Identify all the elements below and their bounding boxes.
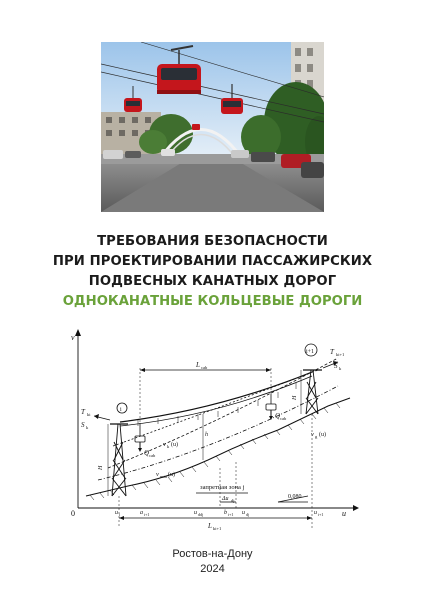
- svg-text:i+1: i+1: [228, 512, 234, 517]
- year: 2024: [200, 563, 225, 575]
- svg-text:dj: dj: [231, 498, 235, 503]
- b-i1-label: b: [224, 510, 227, 516]
- ropeway-profile-diagram: [68, 328, 360, 536]
- profile-diagram-svg: [68, 328, 360, 536]
- v-axis-label: v: [71, 333, 75, 342]
- svg-text:(u): (u): [319, 432, 326, 438]
- cover-title: [40, 232, 385, 312]
- title-line-1: ТРЕБОВАНИЯ БЕЗОПАСНОСТИ: [97, 234, 328, 249]
- svg-text:cab: cab: [201, 365, 208, 370]
- svg-text:(u): (u): [171, 442, 178, 448]
- rope-ticks: [138, 383, 296, 426]
- Q-cab-label: Q: [144, 449, 150, 457]
- cover-subtitle: ОДНОКАНАТНЫЕ КОЛЬЦЕВЫЕ ДОРОГИ: [62, 294, 363, 309]
- limit-curve-lower: [98, 386, 338, 480]
- svg-text:dj: dj: [246, 512, 250, 517]
- tower-i-marker: [117, 403, 127, 413]
- v-min-label: v: [156, 471, 159, 478]
- title-line-2: ПРИ ПРОЕКТИРОВАНИИ ПАССАЖИРСКИХ: [52, 254, 373, 269]
- a-i1-label: a: [140, 510, 143, 516]
- origin-label: 0: [71, 509, 75, 518]
- svg-text:ki: ki: [87, 412, 91, 417]
- tower-i-label: i: [120, 407, 122, 413]
- L-cab-label: L: [196, 361, 200, 369]
- tower-i1: [303, 370, 322, 414]
- svg-text:i+1: i+1: [318, 512, 324, 517]
- svg-text:ki+1: ki+1: [213, 526, 222, 531]
- svg-text:k: k: [339, 366, 342, 371]
- svg-text:k: k: [86, 425, 89, 430]
- svg-text:cab: cab: [280, 416, 287, 421]
- v-g-label: v: [311, 431, 314, 438]
- S-k2-label: S: [334, 362, 338, 370]
- T-ki1-label: T: [330, 348, 334, 356]
- L-ki1-label: L: [208, 522, 212, 530]
- zone-label: запретная зона j: [200, 484, 245, 491]
- svg-text:i: i: [119, 512, 121, 517]
- delta-u-label: Δu: [222, 496, 229, 502]
- H-ci-label: H: [98, 465, 104, 470]
- tower-i1-label: i+1: [306, 349, 315, 355]
- svg-text:k: k: [167, 444, 170, 449]
- cover-photo: [101, 42, 324, 212]
- tower-i: [110, 424, 128, 496]
- svg-text:ki+1: ki+1: [336, 352, 345, 357]
- svg-text:min: min: [160, 474, 168, 479]
- svg-text:g: g: [315, 434, 318, 439]
- city: Ростов-на-Дону: [172, 548, 253, 560]
- svg-text:cab: cab: [149, 453, 156, 458]
- svg-text:i+1: i+1: [144, 512, 150, 517]
- svg-text:ddj: ddj: [198, 512, 204, 517]
- S-k-label: S: [81, 421, 85, 429]
- svg-text:(u): (u): [168, 472, 175, 478]
- cable-car-photo-illustration: [101, 42, 324, 212]
- v-k-label: v: [163, 441, 166, 448]
- u-ddj-label: u: [194, 510, 197, 516]
- Q-cab2-label: Q: [275, 412, 281, 420]
- u-i-label: u: [115, 510, 118, 516]
- u-i1-label: u: [314, 510, 317, 516]
- limit-curve-upper: [108, 358, 338, 468]
- h-dop-label: h: [205, 432, 208, 438]
- T-ki-label: T: [81, 408, 85, 416]
- title-line-3: ПОДВЕСНЫХ КАНАТНЫХ ДОРОГ: [88, 274, 337, 289]
- u-dj-label: u: [242, 510, 245, 516]
- slope-label: 0,080: [288, 494, 302, 500]
- cover-footer: [0, 547, 425, 577]
- rope-upper: [120, 372, 312, 422]
- H-ci1-label: H: [292, 395, 298, 400]
- u-axis-label: u: [342, 509, 346, 518]
